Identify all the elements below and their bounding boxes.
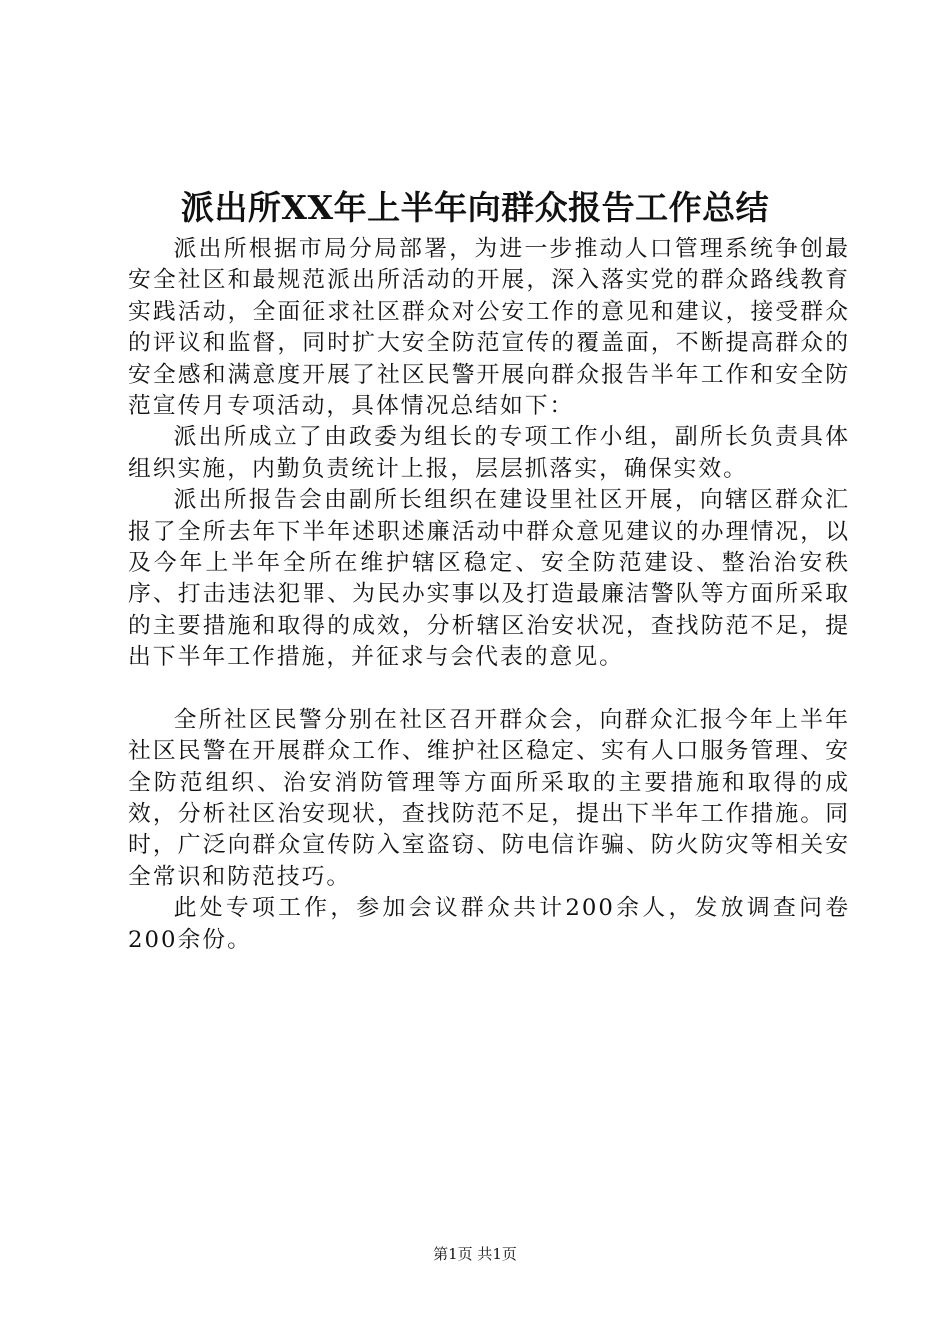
- paragraph-intro: 派出所根据市局分局部署，为进一步推动人口管理系统争创最安全社区和最规范派出所活动的开展，深入落实党的群众路线教育实践活动，全面征求社区群众对公安工作的意见和建议，接受群众的评议和监督，同时扩大安全防范宣传的覆盖面，不断提高群众的安全感和满意度开展了社区民警开展向群众报告半年工作和安全防范宣传月专项活动，具体情况总结如下：: [128, 236, 850, 420]
- document-title: 派出所XX年上半年向群众报告工作总结: [180, 188, 770, 227]
- document-body: [128, 234, 850, 956]
- paragraph-report-meeting: 派出所报告会由副所长组织在建设里社区开展，向辖区群众汇报了全所去年下半年述职述廉活动中群众意见建议的办理情况，以及今年上半年全所在维护辖区稳定、安全防范建设、整治治安秩序、打击违法犯罪、为民办实事以及打造最廉洁警队等方面所采取的主要措施和取得的成效，分析辖区治安状况，查找防范不足，提出下半年工作措施，并征求与会代表的意见。: [128, 487, 850, 671]
- paragraph-working-group: 派出所成立了由政委为组长的专项工作小组，副所长负责具体组织实施，内勤负责统计上报，层层抓落实，确保实效。: [128, 424, 850, 482]
- paragraph-community-meetings: 全所社区民警分别在社区召开群众会，向群众汇报今年上半年社区民警在开展群众工作、维护社区稳定、实有人口服务管理、安全防范组织、治安消防管理等方面所采取的主要措施和取得的成效，分析社区治安现状，查找防范不足，提出下半年工作措施。同时，广泛向群众宣传防入室盗窃、防电信诈骗、防火防灾等相关安全常识和防范技巧。: [128, 706, 850, 890]
- page-footer: 第1页 共1页: [433, 1245, 517, 1263]
- paragraph-summary-stats: 此处专项工作，参加会议群众共计200余人，发放调查问卷200余份。: [128, 895, 850, 953]
